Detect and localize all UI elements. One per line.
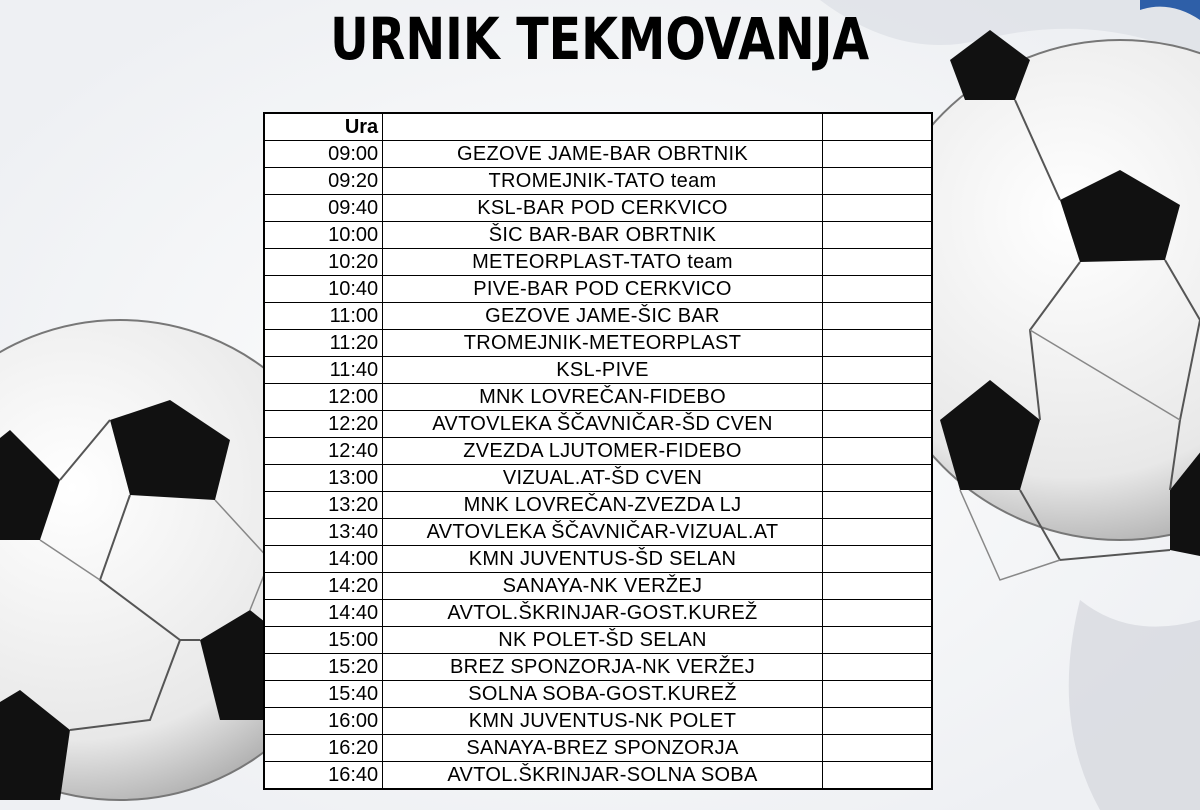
table-row	[264, 330, 932, 357]
match-time: 16:00	[264, 708, 383, 735]
match-time: 09:00	[264, 141, 383, 168]
match-time: 09:20	[264, 168, 383, 195]
schedule-body	[264, 141, 932, 790]
table-row	[264, 249, 932, 276]
result-cell	[822, 249, 932, 276]
result-cell	[822, 276, 932, 303]
match-teams: SANAYA-BREZ SPONZORJA	[383, 735, 823, 762]
table-row	[264, 654, 932, 681]
match-teams: TROMEJNIK-METEORPLAST	[383, 330, 823, 357]
result-cell	[822, 708, 932, 735]
table-row	[264, 168, 932, 195]
result-cell	[822, 357, 932, 384]
result-cell	[822, 492, 932, 519]
page-title: URNIK TEKMOVANJA	[330, 5, 870, 73]
match-time: 13:00	[264, 465, 383, 492]
match-time: 12:00	[264, 384, 383, 411]
result-cell	[822, 330, 932, 357]
column-header-match	[383, 113, 823, 141]
result-cell	[822, 762, 932, 790]
table-row	[264, 573, 932, 600]
column-header-extra	[822, 113, 932, 141]
table-row	[264, 465, 932, 492]
match-time: 10:20	[264, 249, 383, 276]
match-time: 16:40	[264, 762, 383, 790]
table-row	[264, 141, 932, 168]
result-cell	[822, 627, 932, 654]
table-row	[264, 357, 932, 384]
table-row	[264, 195, 932, 222]
match-time: 12:40	[264, 438, 383, 465]
table-row	[264, 438, 932, 465]
match-time: 14:00	[264, 546, 383, 573]
match-teams: AVTOL.ŠKRINJAR-GOST.KUREŽ	[383, 600, 823, 627]
table-row	[264, 762, 932, 790]
match-teams: AVTOVLEKA ŠČAVNIČAR-VIZUAL.AT	[383, 519, 823, 546]
table-row	[264, 276, 932, 303]
result-cell	[822, 168, 932, 195]
match-time: 13:20	[264, 492, 383, 519]
match-teams: MNK LOVREČAN-FIDEBO	[383, 384, 823, 411]
match-teams: TROMEJNIK-TATO team	[383, 168, 823, 195]
match-teams: AVTOVLEKA ŠČAVNIČAR-ŠD CVEN	[383, 411, 823, 438]
match-teams: VIZUAL.AT-ŠD CVEN	[383, 465, 823, 492]
match-teams: KSL-BAR POD CERKVICO	[383, 195, 823, 222]
result-cell	[822, 195, 932, 222]
table-row	[264, 600, 932, 627]
result-cell	[822, 546, 932, 573]
table-row	[264, 222, 932, 249]
match-teams: MNK LOVREČAN-ZVEZDA LJ	[383, 492, 823, 519]
match-time: 15:00	[264, 627, 383, 654]
result-cell	[822, 735, 932, 762]
match-time: 15:40	[264, 681, 383, 708]
column-header-time: Ura	[264, 113, 383, 141]
match-teams: GEZOVE JAME-ŠIC BAR	[383, 303, 823, 330]
table-row	[264, 384, 932, 411]
match-teams: SOLNA SOBA-GOST.KUREŽ	[383, 681, 823, 708]
match-time: 14:40	[264, 600, 383, 627]
result-cell	[822, 303, 932, 330]
table-row	[264, 546, 932, 573]
result-cell	[822, 681, 932, 708]
table-row	[264, 492, 932, 519]
match-teams: METEORPLAST-TATO team	[383, 249, 823, 276]
match-teams: SANAYA-NK VERŽEJ	[383, 573, 823, 600]
match-teams: BREZ SPONZORJA-NK VERŽEJ	[383, 654, 823, 681]
match-teams: KSL-PIVE	[383, 357, 823, 384]
match-time: 11:20	[264, 330, 383, 357]
table-row	[264, 519, 932, 546]
match-teams: KMN JUVENTUS-ŠD SELAN	[383, 546, 823, 573]
match-teams: AVTOL.ŠKRINJAR-SOLNA SOBA	[383, 762, 823, 790]
match-time: 09:40	[264, 195, 383, 222]
schedule-table	[263, 112, 933, 790]
match-time: 11:00	[264, 303, 383, 330]
table-row	[264, 303, 932, 330]
match-teams: GEZOVE JAME-BAR OBRTNIK	[383, 141, 823, 168]
table-row	[264, 411, 932, 438]
match-time: 11:40	[264, 357, 383, 384]
match-time: 16:20	[264, 735, 383, 762]
result-cell	[822, 411, 932, 438]
table-row	[264, 708, 932, 735]
table-row	[264, 735, 932, 762]
result-cell	[822, 222, 932, 249]
match-time: 12:20	[264, 411, 383, 438]
table-row	[264, 681, 932, 708]
result-cell	[822, 384, 932, 411]
result-cell	[822, 438, 932, 465]
match-time: 10:40	[264, 276, 383, 303]
result-cell	[822, 654, 932, 681]
match-time: 13:40	[264, 519, 383, 546]
match-teams: ŠIC BAR-BAR OBRTNIK	[383, 222, 823, 249]
table-header-row	[264, 113, 932, 141]
match-teams: ZVEZDA LJUTOMER-FIDEBO	[383, 438, 823, 465]
match-time: 10:00	[264, 222, 383, 249]
table-row	[264, 627, 932, 654]
match-teams: PIVE-BAR POD CERKVICO	[383, 276, 823, 303]
match-teams: NK POLET-ŠD SELAN	[383, 627, 823, 654]
match-time: 14:20	[264, 573, 383, 600]
result-cell	[822, 573, 932, 600]
match-teams: KMN JUVENTUS-NK POLET	[383, 708, 823, 735]
result-cell	[822, 141, 932, 168]
result-cell	[822, 600, 932, 627]
result-cell	[822, 519, 932, 546]
match-time: 15:20	[264, 654, 383, 681]
result-cell	[822, 465, 932, 492]
